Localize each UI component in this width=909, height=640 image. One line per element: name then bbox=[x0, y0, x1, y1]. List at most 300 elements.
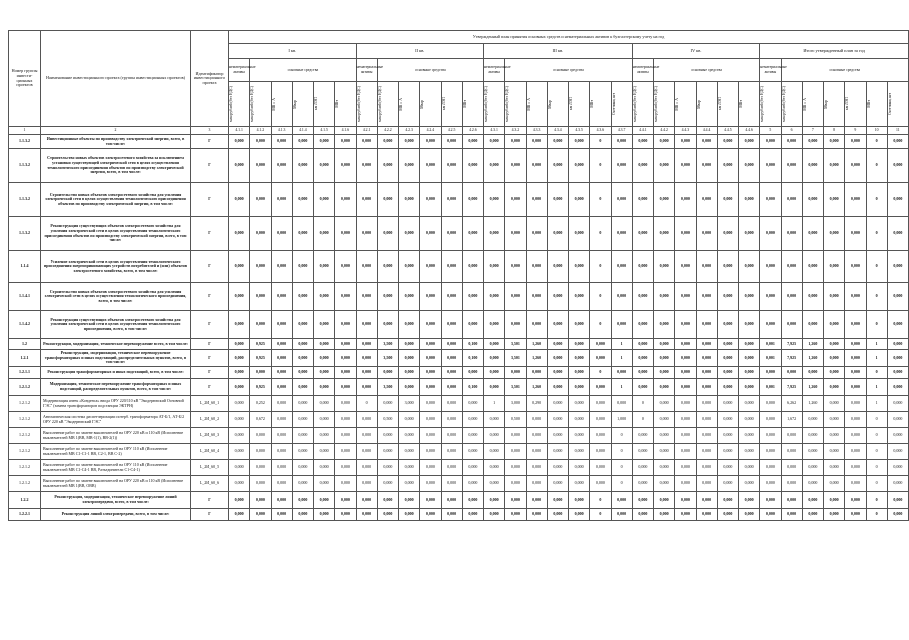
column-index-cell: 5 bbox=[760, 127, 781, 135]
column-index-cell: 4.4.2 bbox=[654, 127, 675, 135]
row-value-cell: 0,000 bbox=[569, 311, 590, 339]
row-value-cell: 0,000 bbox=[526, 476, 547, 492]
row-value-cell: 1 bbox=[866, 339, 887, 350]
row-value-cell: 0,000 bbox=[335, 135, 356, 149]
row-value-cell: 0,000 bbox=[335, 251, 356, 283]
row-value-cell: 7,925 bbox=[781, 379, 802, 396]
row-value-cell: 0,000 bbox=[717, 509, 738, 521]
row-value-cell: 0,000 bbox=[547, 412, 568, 428]
row-value-cell: 0,000 bbox=[335, 217, 356, 251]
row-project-id: Г bbox=[191, 367, 229, 379]
row-value-cell: 0,000 bbox=[271, 428, 292, 444]
row-group-number: 1.2.1.2 bbox=[9, 412, 41, 428]
row-value-cell: 0,000 bbox=[462, 509, 483, 521]
row-value-cell: 0,000 bbox=[441, 396, 462, 412]
row-value-cell: 0,000 bbox=[739, 460, 760, 476]
col-header-nma: нематериальные активы bbox=[484, 59, 505, 82]
row-value-cell: 0,000 bbox=[292, 135, 313, 149]
row-value-cell: 0,000 bbox=[824, 149, 845, 183]
row-value-cell: 0,000 bbox=[441, 149, 462, 183]
row-value-cell: 0,000 bbox=[314, 311, 335, 339]
row-value-cell: 0,000 bbox=[547, 251, 568, 283]
row-value-cell: 0,000 bbox=[760, 509, 781, 521]
row-value-cell: 0,000 bbox=[824, 283, 845, 311]
row-value-cell: 0,000 bbox=[335, 492, 356, 509]
row-value-cell: 0,000 bbox=[420, 283, 441, 311]
row-value-cell: 0,000 bbox=[377, 476, 398, 492]
row-value-cell: 0,000 bbox=[314, 476, 335, 492]
row-value-cell: 0,000 bbox=[399, 460, 420, 476]
row-value-cell: 0,000 bbox=[547, 509, 568, 521]
row-value-cell: 0,000 bbox=[569, 379, 590, 396]
row-value-cell: 0,000 bbox=[547, 350, 568, 367]
row-project-id: L_2И_60_3 bbox=[191, 428, 229, 444]
row-value-cell: 0,000 bbox=[696, 444, 717, 460]
row-value-cell: 0,000 bbox=[229, 149, 250, 183]
row-value-cell: 0,000 bbox=[781, 460, 802, 476]
row-value-cell: 0,000 bbox=[335, 428, 356, 444]
row-value-cell: 0,000 bbox=[335, 367, 356, 379]
row-value-cell: 0,000 bbox=[654, 283, 675, 311]
row-value-cell: 0,100 bbox=[462, 379, 483, 396]
row-value-cell: 0,000 bbox=[845, 396, 866, 412]
row-value-cell: 0,000 bbox=[845, 492, 866, 509]
row-value-cell: 0,000 bbox=[441, 367, 462, 379]
row-value-cell: 1,260 bbox=[526, 339, 547, 350]
row-value-cell: 0,000 bbox=[824, 339, 845, 350]
col-header-unit: МВт bbox=[462, 82, 483, 127]
row-value-cell: 0,000 bbox=[632, 350, 653, 367]
row-value-cell: 0,000 bbox=[399, 183, 420, 217]
row-value-cell: 0,000 bbox=[845, 149, 866, 183]
row-value-cell: 0,000 bbox=[271, 283, 292, 311]
row-value-cell: 0,000 bbox=[547, 476, 568, 492]
col-header-fixed-assets: основные средства bbox=[781, 59, 909, 82]
column-index-cell: 4.3.2 bbox=[505, 127, 526, 135]
row-value-cell: 0,000 bbox=[654, 217, 675, 251]
row-value-cell: 0,000 bbox=[739, 183, 760, 217]
col-header-project-name: Наименование инвестиционного проекта (группы инвестиционных проектов) bbox=[41, 31, 191, 127]
col-header-nma-unit: млн рублей (без НДС) bbox=[356, 82, 377, 127]
row-value-cell: 0,000 bbox=[632, 217, 653, 251]
row-value-cell: 0,672 bbox=[250, 412, 271, 428]
row-value-cell: 0,000 bbox=[505, 283, 526, 311]
row-value-cell: 0,000 bbox=[887, 460, 908, 476]
col-header-nma-unit: млн рублей (без НДС) bbox=[484, 82, 505, 127]
row-value-cell: 1,260 bbox=[802, 350, 823, 367]
row-value-cell: 0,000 bbox=[335, 149, 356, 183]
row-value-cell: 0,000 bbox=[292, 444, 313, 460]
row-value-cell: 1,260 bbox=[526, 379, 547, 396]
row-project-id: Г bbox=[191, 509, 229, 521]
col-header-unit: км ЛЭП bbox=[717, 82, 738, 127]
row-value-cell: 0,000 bbox=[887, 283, 908, 311]
row-value-cell: 0,000 bbox=[654, 251, 675, 283]
row-value-cell: 0,000 bbox=[717, 412, 738, 428]
row-value-cell: 0,000 bbox=[356, 412, 377, 428]
row-value-cell: 0,000 bbox=[335, 476, 356, 492]
row-value-cell: 0,000 bbox=[696, 183, 717, 217]
row-value-cell: 0 bbox=[866, 217, 887, 251]
row-value-cell: 0,000 bbox=[484, 367, 505, 379]
row-value-cell: 0,000 bbox=[335, 444, 356, 460]
row-value-cell: 0,000 bbox=[526, 412, 547, 428]
row-value-cell: 0 bbox=[356, 396, 377, 412]
row-value-cell: 0,000 bbox=[845, 509, 866, 521]
column-index-cell: 4.1.1 bbox=[229, 127, 250, 135]
row-group-number: 1.1.3.2 bbox=[9, 217, 41, 251]
row-value-cell: 0,000 bbox=[696, 460, 717, 476]
col-header-project-id: Идентификатор инвестиционного проекта bbox=[191, 31, 229, 127]
row-value-cell: 0,000 bbox=[484, 509, 505, 521]
row-value-cell: 0,000 bbox=[356, 350, 377, 367]
row-value-cell: 0,000 bbox=[462, 283, 483, 311]
row-value-cell: 0,000 bbox=[505, 183, 526, 217]
row-value-cell: 0,500 bbox=[505, 412, 526, 428]
row-value-cell: 0,000 bbox=[441, 428, 462, 444]
row-value-cell: 0,000 bbox=[717, 379, 738, 396]
row-value-cell: 0,000 bbox=[654, 149, 675, 183]
row-value-cell: 0,000 bbox=[739, 339, 760, 350]
row-value-cell: 0,000 bbox=[569, 412, 590, 428]
row-value-cell: 0,000 bbox=[441, 339, 462, 350]
row-value-cell: 0,000 bbox=[824, 379, 845, 396]
row-value-cell: 0,000 bbox=[314, 283, 335, 311]
table-row bbox=[9, 509, 909, 521]
col-header-unit: км ЛЭП bbox=[569, 82, 590, 127]
row-value-cell: 0,000 bbox=[377, 444, 398, 460]
row-value-cell: 0,000 bbox=[632, 183, 653, 217]
row-value-cell: 0,000 bbox=[505, 460, 526, 476]
row-value-cell: 0,000 bbox=[399, 251, 420, 283]
row-value-cell: 0,000 bbox=[675, 311, 696, 339]
row-value-cell: 0,000 bbox=[399, 135, 420, 149]
row-value-cell: 0,000 bbox=[229, 492, 250, 509]
row-value-cell: 0,000 bbox=[399, 476, 420, 492]
row-value-cell: 0,000 bbox=[845, 217, 866, 251]
row-value-cell: 0 bbox=[590, 135, 611, 149]
row-value-cell: 0,000 bbox=[547, 149, 568, 183]
row-value-cell: 0,000 bbox=[335, 350, 356, 367]
row-value-cell: 0,000 bbox=[547, 460, 568, 476]
table-row bbox=[9, 311, 909, 339]
column-index-cell: 1 bbox=[9, 127, 41, 135]
col-header-unit: МВ×А bbox=[399, 82, 420, 127]
row-value-cell: 0,000 bbox=[292, 283, 313, 311]
row-value-cell: 0,000 bbox=[377, 311, 398, 339]
row-value-cell: 0,000 bbox=[611, 367, 632, 379]
row-value-cell: 0,000 bbox=[569, 396, 590, 412]
col-header-fixed-assets: основные средства bbox=[654, 59, 760, 82]
row-value-cell: 0,000 bbox=[845, 444, 866, 460]
table-row bbox=[9, 183, 909, 217]
row-value-cell: 0,000 bbox=[611, 492, 632, 509]
row-value-cell: 0,000 bbox=[824, 251, 845, 283]
row-value-cell: 0,000 bbox=[462, 251, 483, 283]
row-value-cell: 0 bbox=[866, 412, 887, 428]
row-value-cell: 0,000 bbox=[845, 251, 866, 283]
row-value-cell: 0,000 bbox=[760, 444, 781, 460]
row-value-cell: 0,000 bbox=[675, 492, 696, 509]
row-value-cell: 0,000 bbox=[717, 367, 738, 379]
row-value-cell: 0,000 bbox=[569, 367, 590, 379]
row-value-cell: 0,000 bbox=[250, 444, 271, 460]
row-value-cell: 0,000 bbox=[632, 379, 653, 396]
row-value-cell: 0,000 bbox=[802, 367, 823, 379]
row-group-number: 1.2.1.2 bbox=[9, 444, 41, 460]
column-index-cell: 4.4.3 bbox=[675, 127, 696, 135]
row-value-cell: 0,000 bbox=[314, 350, 335, 367]
row-value-cell: 0,000 bbox=[229, 350, 250, 367]
row-value-cell: 0,000 bbox=[696, 339, 717, 350]
col-header-fixed-assets: основные средства bbox=[377, 59, 483, 82]
row-value-cell: 1 bbox=[484, 396, 505, 412]
column-index-cell: 4.4.1 bbox=[632, 127, 653, 135]
row-value-cell: 0,000 bbox=[441, 509, 462, 521]
row-value-cell: 0,000 bbox=[271, 311, 292, 339]
row-value-cell: 0,000 bbox=[250, 311, 271, 339]
row-value-cell: 0,000 bbox=[462, 476, 483, 492]
row-value-cell: 0,000 bbox=[356, 476, 377, 492]
row-value-cell: 0,000 bbox=[250, 367, 271, 379]
row-value-cell: 0,000 bbox=[739, 509, 760, 521]
row-value-cell: 0 bbox=[866, 460, 887, 476]
row-value-cell: 0,000 bbox=[887, 476, 908, 492]
row-value-cell: 0 bbox=[866, 183, 887, 217]
row-value-cell: 0,000 bbox=[356, 492, 377, 509]
row-value-cell: 0,000 bbox=[505, 135, 526, 149]
row-value-cell: 0,000 bbox=[505, 509, 526, 521]
row-value-cell: 0,000 bbox=[314, 379, 335, 396]
row-value-cell: 0,000 bbox=[441, 444, 462, 460]
row-value-cell: 0,000 bbox=[356, 379, 377, 396]
row-value-cell: 0,000 bbox=[802, 135, 823, 149]
row-value-cell: 0,000 bbox=[802, 149, 823, 183]
row-value-cell: 0,000 bbox=[675, 251, 696, 283]
row-value-cell: 0,000 bbox=[845, 350, 866, 367]
col-header-unit: МВт bbox=[739, 82, 760, 127]
row-value-cell: 0,000 bbox=[845, 379, 866, 396]
row-value-cell: 0,000 bbox=[675, 444, 696, 460]
row-project-name: Модернизация ячеек «Конденса» ввода ОРУ 220/110 кВ "Экодерювский Основной ГЭС" (замена трансформаторов подстанции ЭКТРН) bbox=[41, 396, 191, 412]
row-value-cell: 0,000 bbox=[292, 492, 313, 509]
row-value-cell: 0,000 bbox=[229, 444, 250, 460]
row-value-cell: 0,000 bbox=[654, 509, 675, 521]
row-value-cell: 0,000 bbox=[484, 251, 505, 283]
row-value-cell: 0,000 bbox=[505, 217, 526, 251]
row-value-cell: 0,000 bbox=[335, 183, 356, 217]
column-index-cell: 4.2.1 bbox=[356, 127, 377, 135]
row-value-cell: 0,000 bbox=[760, 428, 781, 444]
row-value-cell: 0,000 bbox=[292, 311, 313, 339]
row-value-cell: 0,000 bbox=[271, 339, 292, 350]
row-value-cell: 0,000 bbox=[760, 251, 781, 283]
row-project-name: Реконструкция существующих объектов электросетевого хозяйства для усиления электрической сети в целях осуществления технологического присоединения объектов по производству электрической энергии, всего, в том числе: bbox=[41, 217, 191, 251]
column-index-cell: 3 bbox=[191, 127, 229, 135]
row-value-cell: 0,000 bbox=[590, 476, 611, 492]
row-value-cell: 0,000 bbox=[739, 412, 760, 428]
row-value-cell: 0 bbox=[611, 444, 632, 460]
row-value-cell: 0,000 bbox=[335, 509, 356, 521]
row-value-cell: 0,000 bbox=[696, 509, 717, 521]
row-value-cell: 0,000 bbox=[441, 135, 462, 149]
row-value-cell: 0,000 bbox=[654, 367, 675, 379]
row-value-cell: 0,000 bbox=[717, 149, 738, 183]
row-value-cell: 0,000 bbox=[590, 444, 611, 460]
row-value-cell: 0,000 bbox=[547, 183, 568, 217]
row-value-cell: 0,000 bbox=[717, 135, 738, 149]
row-group-number: 1.2.1.2 bbox=[9, 379, 41, 396]
col-header-unit: МВт bbox=[590, 82, 611, 127]
row-value-cell: 0 bbox=[866, 251, 887, 283]
row-value-cell: 0,252 bbox=[250, 396, 271, 412]
row-value-cell: 0 bbox=[866, 311, 887, 339]
row-value-cell: 1,672 bbox=[781, 412, 802, 428]
row-value-cell: 0,000 bbox=[547, 367, 568, 379]
row-group-number: 1.1.4.2 bbox=[9, 311, 41, 339]
table-row bbox=[9, 367, 909, 379]
row-value-cell: 0,000 bbox=[739, 149, 760, 183]
row-value-cell: 0,000 bbox=[802, 251, 823, 283]
row-value-cell: 0,000 bbox=[484, 412, 505, 428]
col-header-unit: МВт bbox=[866, 82, 887, 127]
row-value-cell: 0,000 bbox=[505, 149, 526, 183]
col-header-unit: км ЛЭП bbox=[314, 82, 335, 127]
row-value-cell: 0,000 bbox=[824, 350, 845, 367]
row-value-cell: 0,000 bbox=[292, 509, 313, 521]
row-value-cell: 0,000 bbox=[420, 311, 441, 339]
row-value-cell: 0,000 bbox=[654, 428, 675, 444]
row-value-cell: 0,000 bbox=[505, 311, 526, 339]
row-value-cell: 0,000 bbox=[760, 283, 781, 311]
row-value-cell: 0,000 bbox=[569, 251, 590, 283]
row-value-cell: 0,000 bbox=[824, 428, 845, 444]
row-value-cell: 0,000 bbox=[696, 251, 717, 283]
row-value-cell: 0,000 bbox=[569, 444, 590, 460]
row-value-cell: 0,000 bbox=[760, 135, 781, 149]
row-value-cell: 0,000 bbox=[271, 509, 292, 521]
row-value-cell: 0,100 bbox=[462, 350, 483, 367]
column-index-cell: 6 bbox=[781, 127, 802, 135]
column-index-cell: 4.1.2 bbox=[250, 127, 271, 135]
row-value-cell: 0,000 bbox=[526, 183, 547, 217]
row-value-cell: 0,000 bbox=[420, 217, 441, 251]
row-value-cell: 0,925 bbox=[250, 350, 271, 367]
row-value-cell: 0,000 bbox=[632, 509, 653, 521]
row-value-cell: 0,000 bbox=[314, 428, 335, 444]
row-value-cell: 0,000 bbox=[654, 311, 675, 339]
row-value-cell: 0,000 bbox=[802, 283, 823, 311]
row-value-cell: 0,000 bbox=[484, 135, 505, 149]
row-value-cell: 0,000 bbox=[760, 311, 781, 339]
row-value-cell: 0,000 bbox=[271, 367, 292, 379]
row-value-cell: 0,000 bbox=[441, 412, 462, 428]
table-row bbox=[9, 339, 909, 350]
col-header-unit: Мвар bbox=[547, 82, 568, 127]
row-value-cell: 7,925 bbox=[781, 339, 802, 350]
col-header-plan-title: Утвержденный план принятия основных средств и нематериальных активов к бухгалтерскому учету на год bbox=[229, 31, 909, 44]
row-value-cell: 0,000 bbox=[377, 492, 398, 509]
row-value-cell: 0 bbox=[866, 135, 887, 149]
row-value-cell: 0,000 bbox=[802, 183, 823, 217]
row-value-cell: 0,000 bbox=[675, 509, 696, 521]
row-group-number: 1.1.3.2 bbox=[9, 135, 41, 149]
row-value-cell: 0,000 bbox=[526, 283, 547, 311]
row-value-cell: 0,000 bbox=[505, 476, 526, 492]
row-value-cell: 0 bbox=[866, 367, 887, 379]
row-value-cell: 0,000 bbox=[654, 339, 675, 350]
column-index-cell: 4.1.4 bbox=[292, 127, 313, 135]
row-value-cell: 0,000 bbox=[250, 251, 271, 283]
col-header-q1: I кв. bbox=[229, 44, 357, 59]
row-value-cell: 0,000 bbox=[547, 135, 568, 149]
col-header-unit: Счетчики, шт bbox=[887, 82, 908, 127]
table-row bbox=[9, 428, 909, 444]
row-value-cell: 0,000 bbox=[590, 428, 611, 444]
column-index-cell: 8 bbox=[824, 127, 845, 135]
row-value-cell: 0,000 bbox=[717, 476, 738, 492]
row-value-cell: 0,000 bbox=[229, 509, 250, 521]
row-value-cell: 0,000 bbox=[696, 396, 717, 412]
row-value-cell: 0,000 bbox=[271, 217, 292, 251]
row-value-cell: 0,000 bbox=[547, 428, 568, 444]
column-index-cell: 4.3.6 bbox=[590, 127, 611, 135]
row-value-cell: 0,000 bbox=[314, 183, 335, 217]
row-value-cell: 3,000 bbox=[399, 396, 420, 412]
row-project-id: Г bbox=[191, 135, 229, 149]
row-value-cell: 0,000 bbox=[271, 412, 292, 428]
column-index-cell: 4.1.5 bbox=[314, 127, 335, 135]
col-header-unit: Счетчики, шт bbox=[611, 82, 632, 127]
row-value-cell: 0,000 bbox=[781, 509, 802, 521]
row-value-cell: 1 bbox=[611, 350, 632, 367]
row-value-cell: 0,000 bbox=[632, 367, 653, 379]
row-value-cell: 0,000 bbox=[399, 492, 420, 509]
column-index-cell: 4.1.6 bbox=[335, 127, 356, 135]
row-value-cell: 0,000 bbox=[420, 251, 441, 283]
row-value-cell: 0,000 bbox=[845, 339, 866, 350]
row-project-id: Г bbox=[191, 379, 229, 396]
col-header-unit: Мвар bbox=[824, 82, 845, 127]
row-project-name: Реконструкция трансформаторных и иных подстанций, всего, в том числе: bbox=[41, 367, 191, 379]
col-header-unit: млн рублей (без НДС) bbox=[505, 82, 526, 127]
row-value-cell: 0,000 bbox=[739, 396, 760, 412]
row-value-cell: 0,000 bbox=[675, 283, 696, 311]
column-index-cell: 4.4.4 bbox=[696, 127, 717, 135]
row-value-cell: 0,000 bbox=[611, 283, 632, 311]
row-value-cell: 3,501 bbox=[505, 350, 526, 367]
row-value-cell: 0,000 bbox=[229, 412, 250, 428]
row-value-cell: 1,260 bbox=[526, 350, 547, 367]
row-value-cell: 0,000 bbox=[569, 428, 590, 444]
row-value-cell: 0,000 bbox=[314, 135, 335, 149]
row-value-cell: 0,000 bbox=[717, 444, 738, 460]
row-value-cell: 1 bbox=[866, 396, 887, 412]
row-value-cell: 0,000 bbox=[632, 135, 653, 149]
row-value-cell: 1 bbox=[611, 339, 632, 350]
row-project-id: Г bbox=[191, 251, 229, 283]
row-value-cell: 0,000 bbox=[824, 476, 845, 492]
row-value-cell: 0,000 bbox=[675, 428, 696, 444]
row-value-cell: 0,000 bbox=[271, 476, 292, 492]
column-index-cell: 4.2.4 bbox=[420, 127, 441, 135]
row-value-cell: 0,000 bbox=[462, 367, 483, 379]
row-value-cell: 0,000 bbox=[696, 492, 717, 509]
row-value-cell: 0,000 bbox=[462, 396, 483, 412]
row-value-cell: 0 bbox=[590, 367, 611, 379]
row-group-number: 1.1.3.2 bbox=[9, 183, 41, 217]
row-value-cell: 0,000 bbox=[292, 350, 313, 367]
